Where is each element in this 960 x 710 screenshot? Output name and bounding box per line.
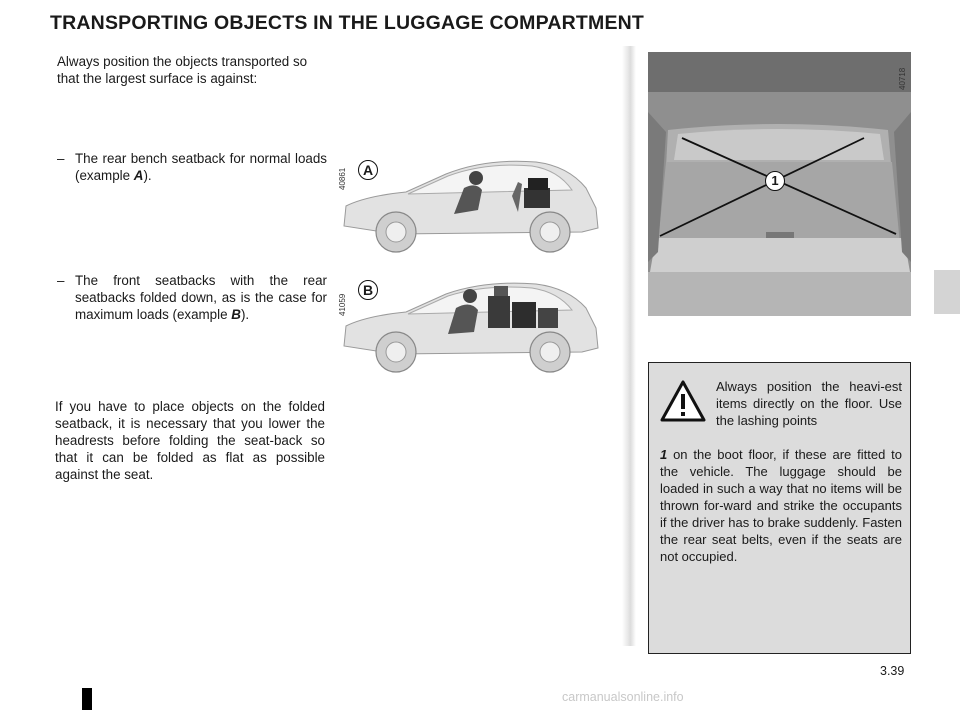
bullet-dash: – [57, 273, 65, 288]
figure-code: 40861 [338, 167, 347, 190]
warning-text-rest [660, 446, 902, 565]
warning-triangle-icon [660, 380, 706, 427]
figure-code: 41059 [338, 293, 347, 316]
bullet-text [75, 272, 327, 323]
figure-code: 40718 [898, 67, 907, 90]
warning-text-top: Always position the heavi-est items directly on the floor. Use the lashing points [716, 379, 902, 428]
headrest-paragraph: If you have to place objects on the folded seatback, it is necessary that you lower the headrests before folding the seat-back so that it can be folded as flat as possible against the seat. [55, 399, 325, 482]
lashing-point-label: 1 [765, 171, 785, 191]
page-edge-mark [82, 688, 92, 710]
luggage-compartment-photo [648, 52, 911, 316]
bullet-dash: – [57, 151, 65, 166]
chapter-tab [934, 270, 960, 314]
page-number: 3.39 [880, 664, 905, 678]
figure-label: A [358, 160, 378, 180]
lashing-point-ref: 1 [660, 447, 668, 462]
bullet-item [57, 150, 327, 184]
bullet-item [57, 272, 327, 323]
bullet-text-end: ). [143, 168, 152, 183]
column-divider [622, 46, 636, 646]
bullet-text [75, 150, 327, 184]
page-title: TRANSPORTING OBJECTS IN THE LUGGAGE COMPARTMENT [50, 12, 645, 34]
figure-a [336, 148, 604, 258]
bullet-text-body: The rear bench seatback for normal loads (example [75, 151, 327, 183]
footer-watermark: carmanualsonline.info [562, 690, 684, 704]
figure-label: B [358, 280, 378, 300]
bullet-text-body: The front seatbacks with the rear seatbacks folded down, as is the case for maximum loads (example [75, 273, 327, 322]
warning-text-body: on the boot floor, if these are fitted to the vehicle. The luggage should be loaded in such a way that no items will be thrown for-ward and strike the occupants if the driver has to brake suddenly. Fasten the rear seat belts, even if the seats are not occupied. [660, 447, 902, 564]
example-ref: A [133, 168, 144, 183]
intro-paragraph: Always position the objects transported so that the largest surface is against: [57, 54, 308, 86]
figure-b [336, 272, 604, 376]
bullet-text-end: ). [240, 307, 250, 322]
example-ref: B [231, 307, 241, 322]
